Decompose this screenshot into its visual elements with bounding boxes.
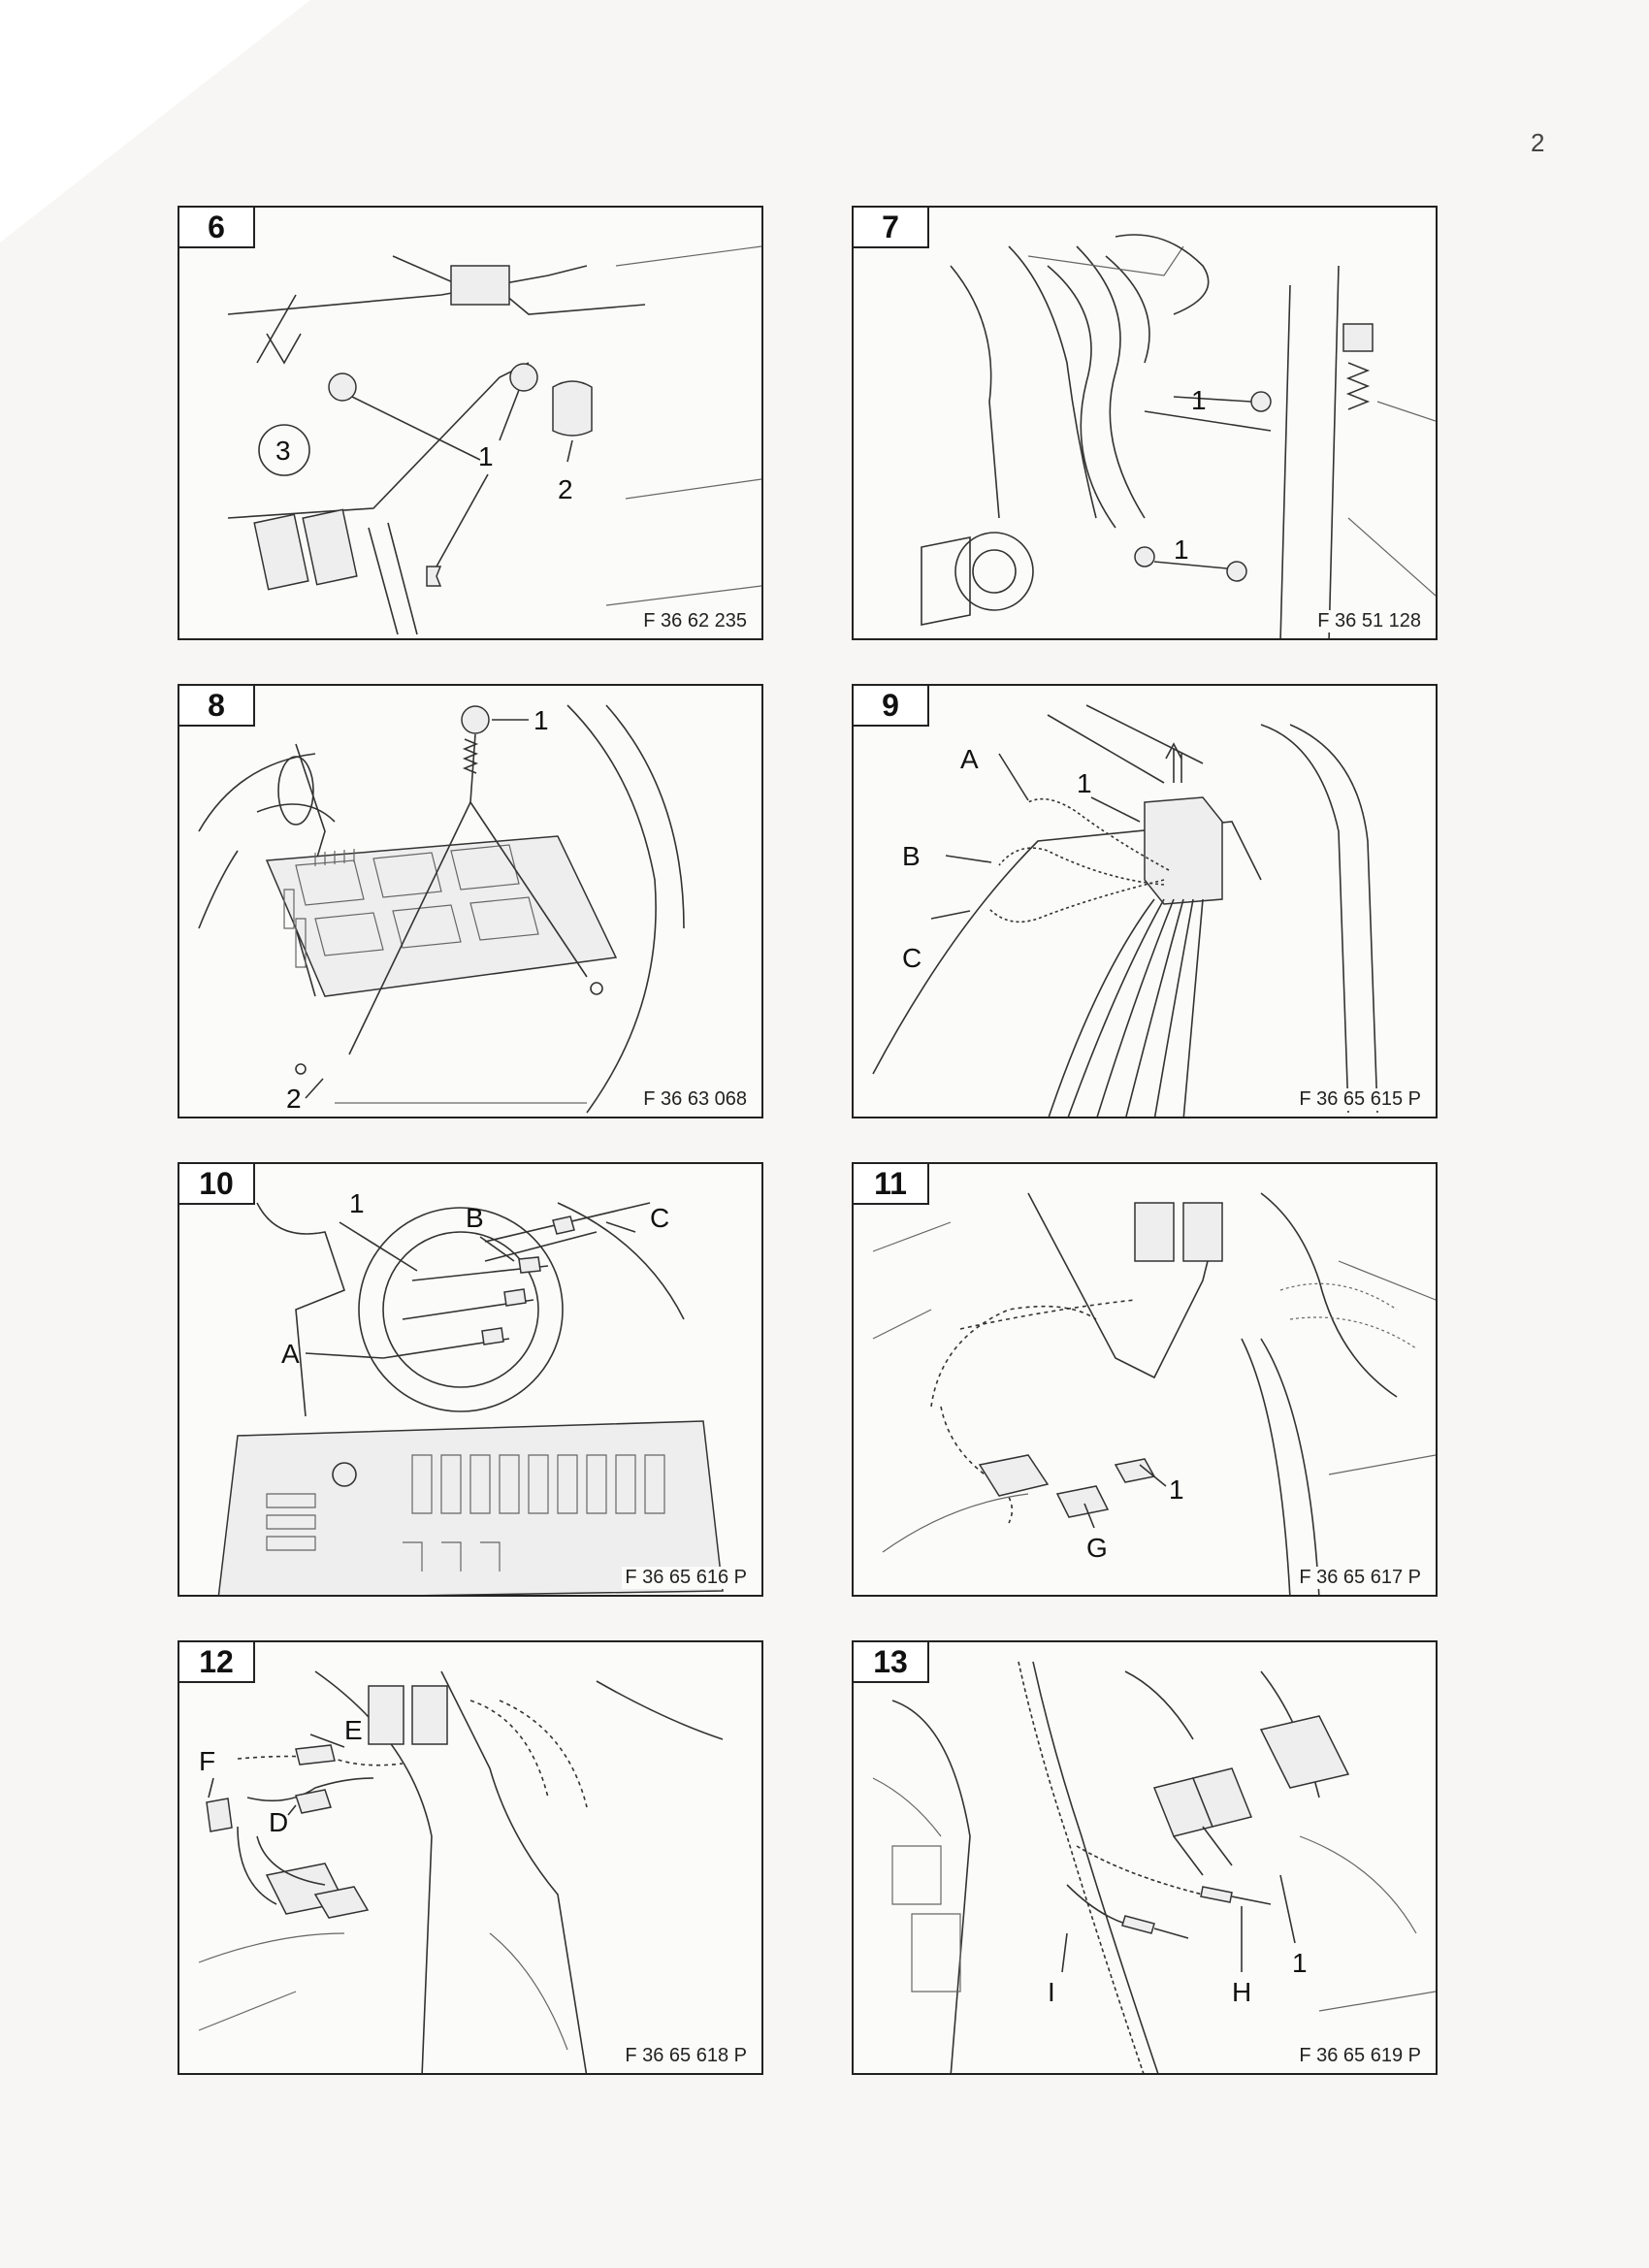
label-connector-F: F (199, 1746, 216, 1776)
label-part-3: 3 (275, 436, 291, 466)
label-part-1: 1 (534, 705, 549, 735)
figure-number: 10 (178, 1162, 255, 1205)
figure-panel-9 (852, 684, 1438, 1118)
label-connector-D: D (269, 1807, 289, 1837)
label-part-2: 2 (558, 474, 573, 504)
figure-number: 7 (852, 206, 929, 248)
figure-panel-7 (852, 206, 1438, 640)
figure-reference: F 36 65 618 P (622, 2045, 750, 2067)
figure-panel-12 (178, 1640, 763, 2075)
figure-reference: F 36 65 616 P (622, 1567, 750, 1589)
label-part-2: 2 (286, 1084, 302, 1114)
label-pin-C: C (650, 1203, 670, 1233)
illustration-fuse-box (179, 686, 763, 1118)
figure-number: 9 (852, 684, 929, 727)
figure-number: 11 (852, 1162, 929, 1205)
figure-number: 6 (178, 206, 255, 248)
figure-reference: F 36 65 615 P (1296, 1088, 1424, 1111)
illustration-pin-insertion (179, 1164, 763, 1597)
label-part-1: 1 (1077, 768, 1092, 798)
illustration-connectors-d-e-f (179, 1642, 763, 2075)
figure-number: 13 (852, 1640, 929, 1683)
label-part-1: 1 (478, 441, 494, 471)
label-pin-B: B (902, 841, 921, 871)
label-connector-G: G (1086, 1533, 1108, 1563)
figure-number: 12 (178, 1640, 255, 1683)
label-part-1: 1 (1169, 1474, 1184, 1505)
figure-panel-6 (178, 206, 763, 640)
figure-reference: F 36 65 619 P (1296, 2045, 1424, 2067)
label-part-1-top: 1 (1191, 385, 1207, 415)
page-number: 2 (1531, 128, 1545, 157)
figure-panel-13 (852, 1640, 1438, 2075)
illustration-harness-routing (854, 1164, 1438, 1597)
label-pin-B: B (466, 1203, 484, 1233)
illustration-pins-h-i (854, 1642, 1438, 2075)
figure-reference: F 36 62 235 (640, 610, 750, 632)
figure-reference: F 36 65 617 P (1296, 1567, 1424, 1589)
label-pin-H: H (1232, 1977, 1252, 2007)
label-part-1: 1 (349, 1188, 365, 1218)
illustration-dashboard-lower-trim (179, 208, 763, 640)
illustration-connector-pins (854, 686, 1438, 1118)
figure-reference: F 36 51 128 (1314, 610, 1424, 632)
figure-reference: F 36 63 068 (640, 1088, 750, 1111)
label-part-1: 1 (1292, 1948, 1308, 1978)
figure-panel-10 (178, 1162, 763, 1597)
label-part-1-bottom: 1 (1174, 535, 1189, 565)
illustration-wiring-bracket (854, 208, 1438, 640)
figure-panel-8 (178, 684, 763, 1118)
label-connector-E: E (344, 1715, 363, 1745)
label-pin-C: C (902, 943, 922, 973)
figure-panel-11 (852, 1162, 1438, 1597)
label-pin-A: A (281, 1339, 300, 1369)
label-pin-A: A (960, 744, 979, 774)
figure-number: 8 (178, 684, 255, 727)
label-pin-I: I (1048, 1977, 1055, 2007)
